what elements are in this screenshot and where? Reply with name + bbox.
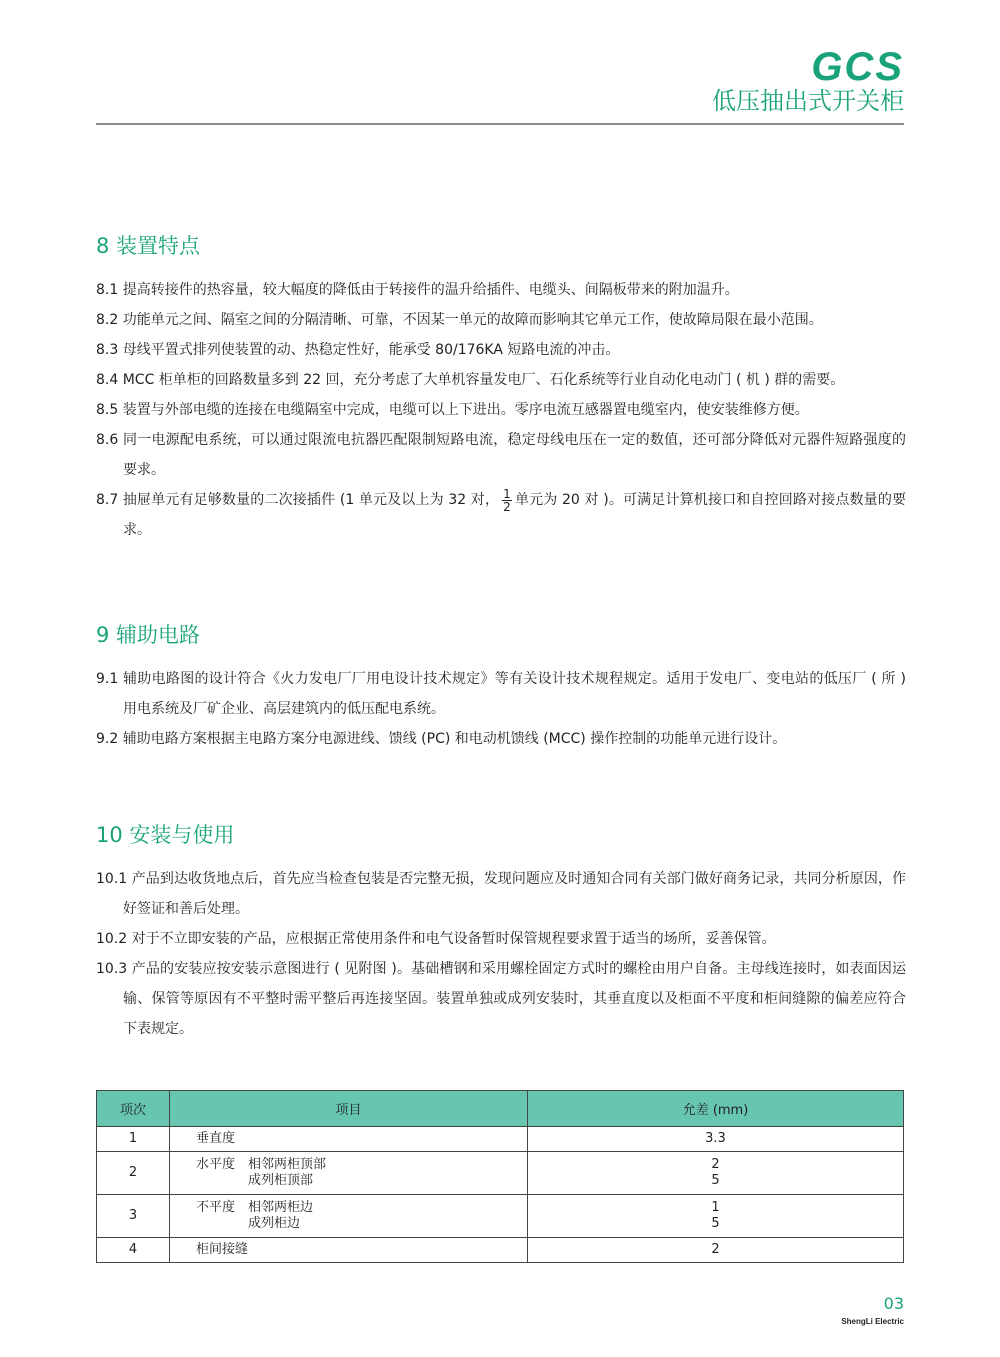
cell-item [170, 1127, 528, 1152]
cell-no: 4 [97, 1238, 170, 1263]
tolerance-value: 5 [711, 1173, 720, 1188]
page-number: 03 [883, 1294, 904, 1313]
table-row [97, 1238, 904, 1263]
cell-item [170, 1238, 528, 1263]
table-row [97, 1152, 904, 1195]
item-line: 柜间接缝 [196, 1242, 249, 1257]
cell-tolerance [528, 1238, 904, 1263]
tolerance-value: 3.3 [705, 1131, 726, 1146]
cell-item [170, 1195, 528, 1238]
tolerance-value: 2 [711, 1242, 720, 1257]
section-9 [96, 620, 906, 754]
cell-no: 3 [97, 1195, 170, 1238]
list-item: 8.2 功能单元之间、隔室之间的分隔清晰、可靠，不因某一单元的故障而影响其它单元工作，使故障局限在最小范围。 [96, 312, 823, 328]
tolerance-table [96, 1090, 904, 1263]
item-line: 成列柜顶部 [196, 1173, 314, 1188]
list-item: 8.3 母线平置式排列使装置的动、热稳定性好，能承受 80/176KA 短路电流的冲击。 [96, 342, 620, 358]
list-item: 8.4 MCC 柜单柜的回路数量多到 22 回，充分考虑了大单机容量发电厂、石化系统等行业自动化电动门 ( 机 ) 群的需要。 [96, 372, 845, 388]
cell-tolerance [528, 1127, 904, 1152]
list-item: 10.2 对于不立即安装的产品，应根据正常使用条件和电气设备暂时保管规程要求置于适当的场所，妥善保管。 [96, 931, 776, 947]
header-subtitle: 低压抽出式开关柜 [712, 87, 904, 115]
section-title: 9 辅助电路 [96, 623, 201, 647]
section-title: 10 安装与使用 [96, 823, 235, 847]
section-10 [96, 820, 906, 1044]
table-header-row [97, 1091, 904, 1127]
item-line: 垂直度 [196, 1131, 236, 1146]
fraction-denominator: 2 [503, 499, 511, 514]
fraction-numerator: 1 [503, 486, 511, 501]
list-item: 9.1 辅助电路图的设计符合《火力发电厂厂用电设计技术规定》等有关设计技术规程规定。适用于发电厂、变电站的低压厂 ( 所 ) 用电系统及厂矿企业、高层建筑内的低压配电系统。 [96, 671, 906, 717]
list-item: 8.1 提高转接件的热容量，较大幅度的降低由于转接件的温升给插件、电缆头、间隔板带来的附加温升。 [96, 282, 739, 298]
header-brand: GCS [811, 45, 904, 89]
list-item-8-7 [96, 485, 906, 545]
cell-tolerance [528, 1152, 904, 1195]
list-item: 8.5 装置与外部电缆的连接在电缆隔室中完成，电缆可以上下进出。零序电流互感器置电缆室内，使安装维修方便。 [96, 402, 809, 418]
section-8 [96, 231, 906, 545]
item-text-part1: 8.7 抽屉单元有足够数量的二次接插件 (1 单元及以上为 32 对， [96, 492, 500, 508]
item-line: 成列柜边 [196, 1216, 301, 1231]
item-text-part2: 单元为 20 对 )。可满足计算机接口和自控回路对接点数量的要求。 [123, 492, 906, 538]
column-header-tolerance: 允差 (mm) [528, 1091, 904, 1127]
fraction [502, 488, 512, 513]
list-item: 9.2 辅助电路方案根据主电路方案分电源进线、馈线 (PC) 和电动机馈线 (MCC) 操作控制的功能单元进行设计。 [96, 731, 787, 747]
table-row [97, 1127, 904, 1152]
item-line: 不平度 相邻两柜边 [196, 1200, 314, 1215]
column-header-no: 项次 [97, 1091, 170, 1127]
section-title: 8 装置特点 [96, 234, 201, 258]
column-header-item: 项目 [170, 1091, 528, 1127]
item-line: 水平度 相邻两柜顶部 [196, 1157, 327, 1172]
footer-brand: ShengLi Electric [841, 1317, 904, 1326]
list-item: 10.1 产品到达收货地点后，首先应当检查包装是否完整无损，发现问题应及时通知合同有关部门做好商务记录，共同分析原因，作好签证和善后处理。 [96, 871, 906, 917]
header-divider [96, 123, 904, 125]
list-item: 8.6 同一电源配电系统，可以通过限流电抗器匹配限制短路电流，稳定母线电压在一定的数值，还可部分降低对元器件短路强度的要求。 [96, 432, 906, 478]
cell-no: 1 [97, 1127, 170, 1152]
table-row [97, 1195, 904, 1238]
list-item: 10.3 产品的安装应按安装示意图进行 ( 见附图 )。基础槽钢和采用螺栓固定方式时的螺栓由用户自备。主母线连接时，如表面因运输、保管等原因有不平整时需平整后再连接坚固。装置单独或成列安装时，其垂直度以及柜面不平度和柜间缝隙的偏差应符合下表规定。 [96, 961, 906, 1037]
cell-item [170, 1152, 528, 1195]
tolerance-value: 2 [711, 1157, 720, 1172]
tolerance-value: 1 [711, 1200, 720, 1215]
tolerance-value: 5 [711, 1216, 720, 1231]
cell-no: 2 [97, 1152, 170, 1195]
cell-tolerance [528, 1195, 904, 1238]
